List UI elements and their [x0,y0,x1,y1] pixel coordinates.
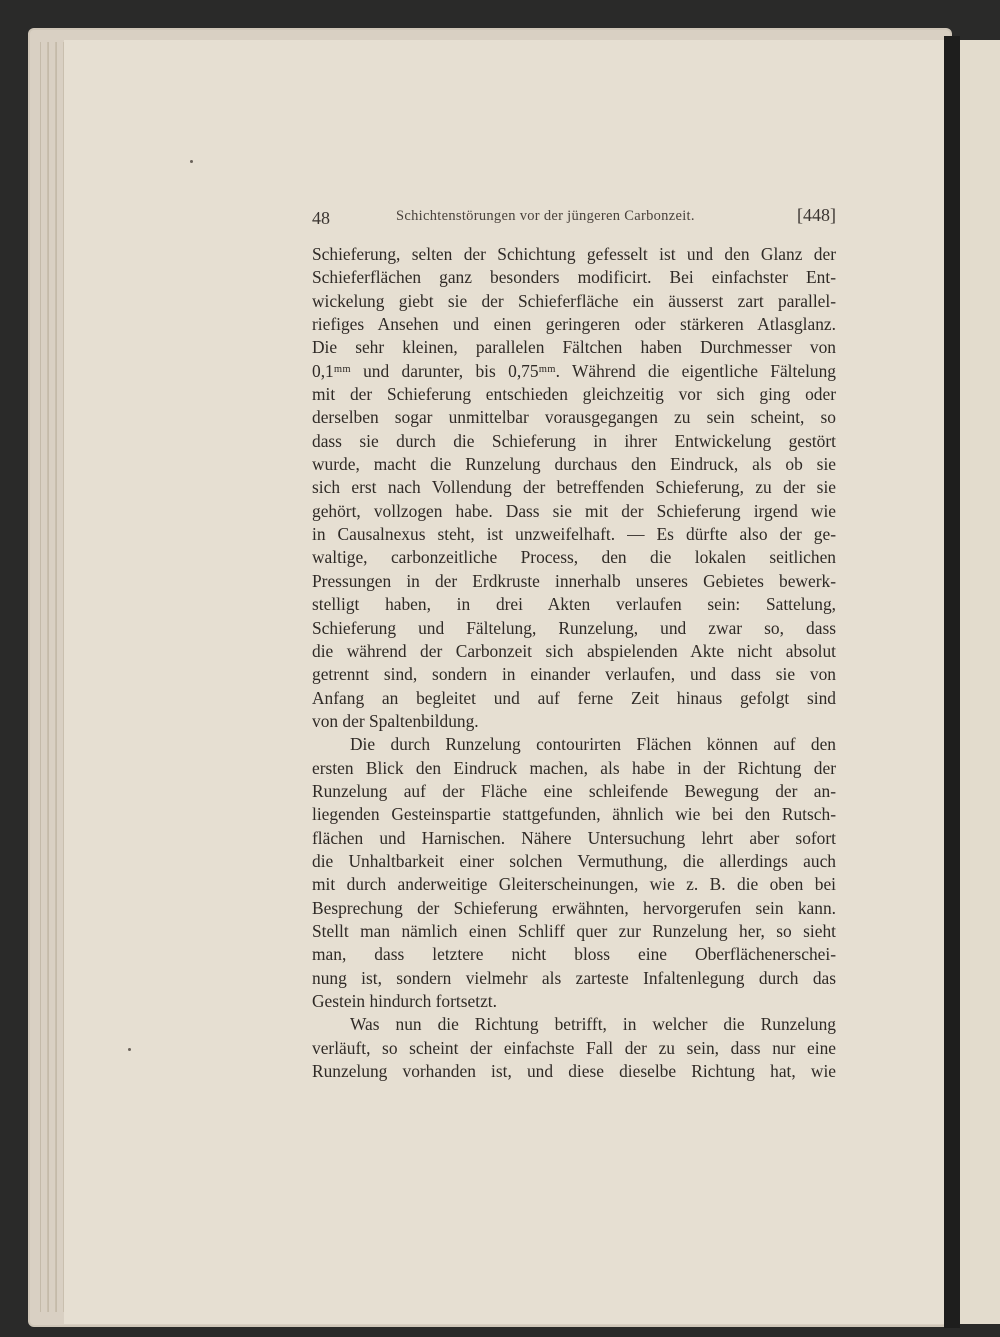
text-line: Anfang an begleitet und auf ferne Zeit hinaus gefolgt sind [312,687,836,708]
text-line: die während der Carbonzeit sich abspielenden Akte nicht absolut [312,640,836,661]
text-line: Runzelung vorhanden ist, und diese dieselbe Richtung hat, wie [312,1061,836,1082]
facing-page-edge [960,40,1000,1324]
text-line: die Unhaltbarkeit einer solchen Vermuthung, die allerdings auch [312,850,836,871]
text-line: getrennt sind, sondern in einander verlaufen, und dass sie von [312,664,836,685]
text-line: Was nun die Richtung betrifft, in welcher die Runzelung [350,1014,836,1035]
text-line: liegenden Gesteinspartie stattgefunden, ähnlich wie bei den Rutsch- [312,804,836,825]
text-line: wickelung giebt sie der Schieferfläche ein äusserst zart parallel- [312,290,836,311]
text-line: Runzelung auf der Fläche eine schleifende Bewegung der an- [312,780,836,801]
text-line: in Causalnexus steht, ist unzweifelhaft. — Es dürfte also der ge- [312,524,836,545]
text-line: Die durch Runzelung contourirten Flächen können auf den [350,734,836,755]
text-line: man, dass letztere nicht bloss eine Oberflächenerschei- [312,944,836,965]
text-line: dass sie durch die Schieferung in ihrer Entwickelung gestört [312,430,836,451]
text-line: Schieferung, selten der Schichtung gefesselt ist und den Glanz der [312,244,836,264]
text-line: Besprechung der Schieferung erwähnten, hervorgerufen sein kann. [312,897,836,918]
page-edge [40,42,48,1312]
text-line: derselben sogar unmittelbar vorausgegangen zu sein scheint, so [312,407,836,428]
text-line: Gestein hindurch fortsetzt. [312,991,497,1011]
text-line: waltige, carbonzeitliche Process, den die lokalen seitlichen [312,547,836,568]
paper-speck [128,1048,131,1051]
text-line: Stellt man nämlich einen Schliff quer zur Runzelung her, so sieht [312,920,836,941]
text-line: Die sehr kleinen, parallelen Fältchen haben Durchmesser von [312,337,836,358]
text-line: nung ist, sondern vielmehr als zarteste Infaltenlegung durch das [312,967,836,988]
text-line: mit der Schieferung entschieden gleichzeitig vor sich ging oder [312,384,836,405]
page-header [312,204,836,230]
text-line: verläuft, so scheint der einfachste Fall der zu sein, dass nur eine [312,1037,836,1058]
text-line: riefiges Ansehen und einen geringeren oder stärkeren Atlasglanz. [312,314,836,335]
running-title: Schichtenstörungen vor der jüngeren Carbonzeit. [396,208,695,224]
page-edge [48,42,56,1312]
paper-speck [190,160,193,163]
text-line: ersten Blick den Eindruck machen, als habe in der Richtung der [312,757,836,778]
text-line: Pressungen in der Erdkruste innerhalb unseres Gebietes bewerk- [312,570,836,591]
text-line: gehört, vollzogen habe. Dass sie mit der Schieferung irgend wie [312,500,836,521]
text-line: flächen und Harnischen. Nähere Untersuchung lehrt aber sofort [312,827,836,848]
page-reference: [448] [797,205,836,225]
page-edge [56,42,64,1312]
text-line: Schieferung und Fältelung, Runzelung, und zwar so, dass [312,617,836,638]
text-line: stelligt haben, in drei Akten verlaufen sein: Sattelung, [312,594,836,615]
text-line: wurde, macht die Runzelung durchaus den Eindruck, als ob sie [312,454,836,475]
text-line: Schieferflächen ganz besonders modificirt. Bei einfachster Ent- [312,267,836,288]
text-line: sich erst nach Vollendung der betreffenden Schieferung, zu der sie [312,477,836,498]
page-number: 48 [312,208,330,228]
text-line: mit durch anderweitige Gleiterscheinungen, wie z. B. die oben bei [312,874,836,895]
text-line: von der Spaltenbildung. [312,710,479,731]
body-text [312,243,836,1083]
text-line: 0,1ᵐᵐ und darunter, bis 0,75ᵐᵐ. Während die eigentliche Fältelung [312,360,836,381]
book-gutter [944,36,960,1328]
